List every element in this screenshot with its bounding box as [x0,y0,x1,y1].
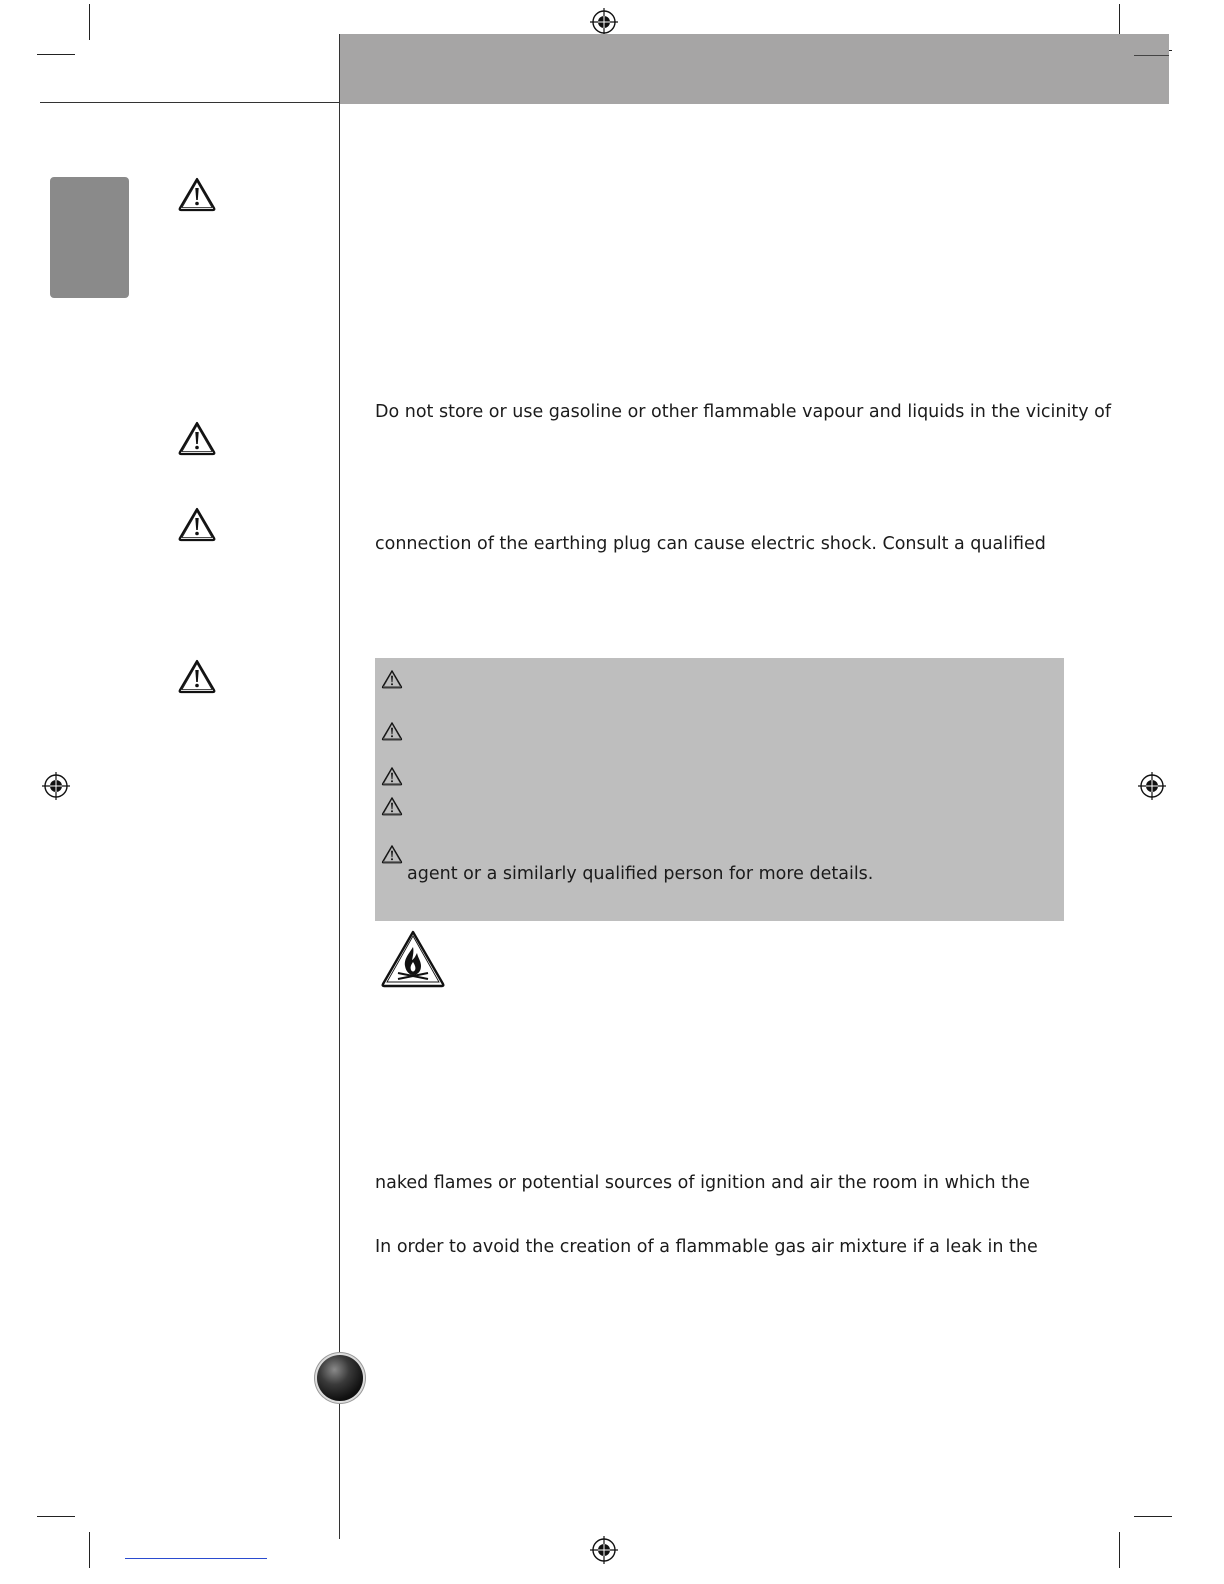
warning-icon [381,766,403,786]
warning-icon [177,658,217,694]
crop-mark-bottom-right-v [1119,1532,1120,1568]
crop-mark-bottom-left-v [89,1532,90,1568]
warning-icon [177,176,217,212]
warning-icon [381,721,403,741]
crop-mark-bottom-right-h [1134,1516,1172,1517]
warning-icon [177,420,217,456]
header-rule [40,102,340,103]
crop-mark-top-left-h [37,54,75,55]
registration-mark-icon [589,7,619,37]
header-rule-right [1134,55,1169,56]
registration-mark-icon [1137,771,1167,801]
warning-icon [381,796,403,816]
flammable-icon [380,929,446,989]
notice-text-line: agent or a similarly qualified person for more details. [407,864,874,884]
body-text-line: Do not store or use gasoline or other flammable vapour and liquids in the vicinity of [375,402,1112,422]
warning-icon [177,506,217,542]
body-text-line: connection of the earthing plug can cause electric shock. Consult a qualified [375,534,1046,554]
page-number-bullet [317,1355,363,1401]
column-divider [339,34,340,1539]
body-text-line: In order to avoid the creation of a flammable gas air mixture if a leak in the [375,1237,1038,1257]
warning-icon [381,669,403,689]
registration-mark-icon [41,771,71,801]
footer-link[interactable] [125,1558,267,1559]
side-tab [50,177,129,298]
warning-icon [381,844,403,864]
registration-mark-icon [589,1535,619,1565]
header-band [340,34,1169,104]
crop-mark-bottom-left-h [37,1516,75,1517]
body-text-line: naked flames or potential sources of ignition and air the room in which the [375,1173,1030,1193]
crop-mark-top-left-v [89,4,90,40]
